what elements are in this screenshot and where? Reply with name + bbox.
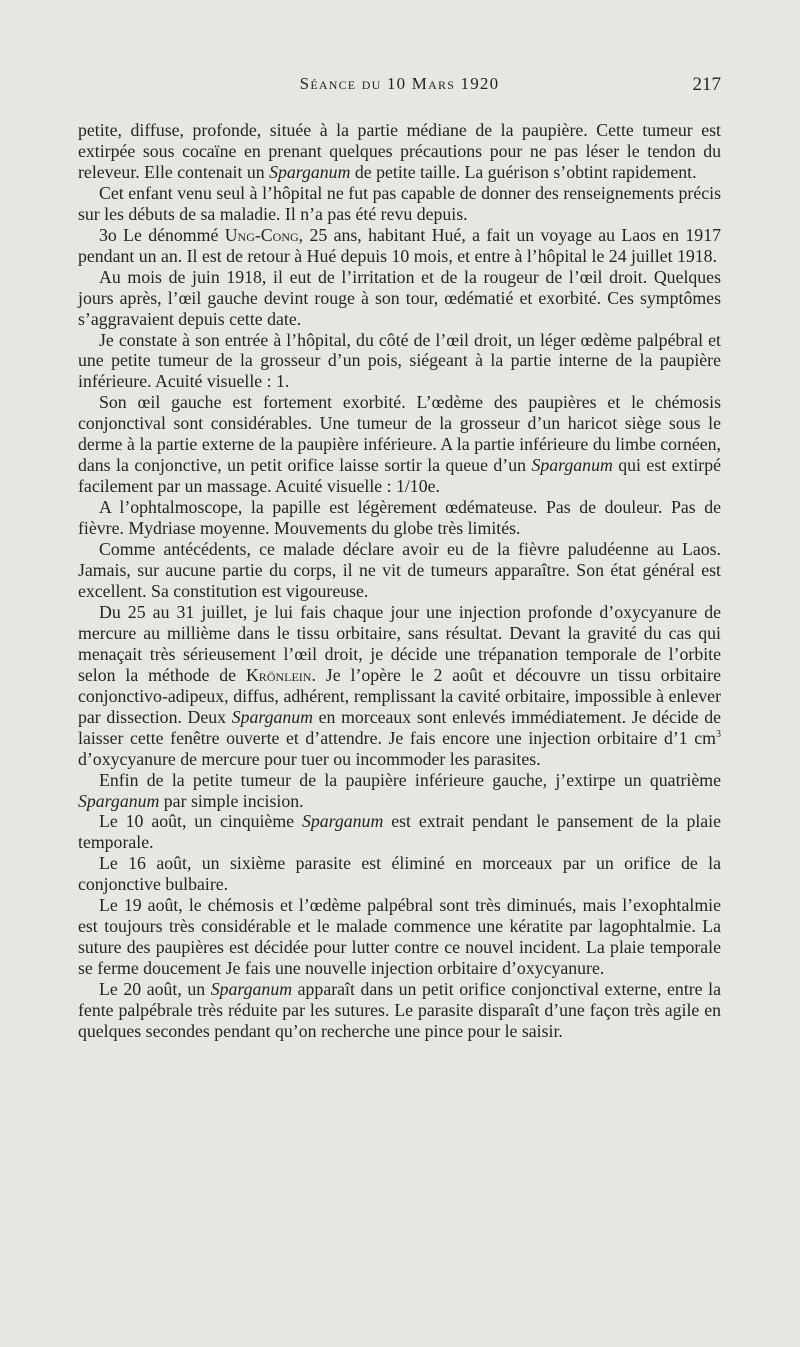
- paragraph: [78, 853, 721, 895]
- text-run: Comme antécédents, ce malade déclare avoir eu de la fièvre paludéenne au Laos. Jamais, sur aucune partie du corps, il ne vit de tumeurs apparaître. Son état général est excellent. Sa constitution est vigoureuse.: [78, 539, 721, 601]
- small-caps-name: Ung-Cong: [224, 224, 299, 245]
- running-title: Séance du 10 Mars 1920: [299, 74, 500, 93]
- text-run: Cet enfant venu seul à l’hôpital ne fut pas capable de donner des renseignements précis sur les débuts de sa maladie. Il n’a pas été revu depuis.: [78, 182, 721, 224]
- text-run: de petite taille. La guérison s’obtint rapidement.: [350, 161, 697, 182]
- text-run: en morceaux sont enlevés immédiatement. Je décide de laisser cette fenêtre ouverte et d’attendre. Je fais encore une injection orbitaire d’1 cm: [78, 706, 721, 748]
- text-run: , 25 ans, habitant Hué, a fait un voyage au Laos en 1917 pendant un an. Il est de retour à Hué depuis 10 mois, et entre à l’hôpital le 24 juillet 1918.: [78, 224, 721, 266]
- text-run: Du 25 au 31 juillet, je lui fais chaque jour une injection profonde d’oxycyanure de mercure au millième dans le tissu orbitaire, sans résultat. Devant la gravité du cas qui menaçait très sérieusement l’œil droit, je décide une trépanation temporale de l’orbite selon la méthode de: [78, 601, 721, 685]
- text-run: est extrait pendant le pansement de la plaie temporale.: [78, 811, 722, 853]
- text-run: Le 10 août, un cinquième: [99, 811, 302, 832]
- paragraph: [78, 183, 721, 225]
- italic-term: Sparganum: [269, 161, 351, 182]
- paragraph: [78, 120, 721, 183]
- running-head: [78, 74, 721, 98]
- text-run: Au mois de juin 1918, il eut de l’irritation et de la rougeur de l’œil droit. Quelques jours après, l’œil gauche devint rouge à son tour, œdématié et exorbité. Ces symptômes s’aggravaient depuis cette date.: [78, 266, 721, 329]
- text-run: A l’ophtalmoscope, la papille est légèrement œdémateuse. Pas de douleur. Pas de fièvre. Mydriase moyenne. Mouvements du globe très limités.: [78, 497, 721, 539]
- superscript: 3: [716, 728, 721, 740]
- text-run: qui est extirpé facilement par un massage. Acuité visuelle : 1/10e.: [78, 455, 721, 497]
- paragraph: [78, 770, 721, 812]
- paragraph: [78, 225, 721, 267]
- paragraph: [78, 539, 721, 602]
- italic-term: Sparganum: [78, 790, 160, 811]
- small-caps-name: Krönlein: [245, 664, 312, 685]
- text-run: Enfin de la petite tumeur de la paupière inférieure gauche, j’extirpe un quatrième: [99, 769, 721, 790]
- paragraph: [78, 497, 721, 539]
- text-run: apparaît dans un petit orifice conjonctival externe, entre la fente palpébrale très réduite par les sutures. Le parasite disparaît d’une façon très agile en quelques secondes pendant qu’on recherche une pince pour le saisir.: [78, 979, 721, 1041]
- text-run: 3o Le dénommé: [99, 224, 225, 245]
- page-number: 217: [692, 74, 721, 95]
- paragraph: [78, 979, 721, 1042]
- paragraph: [78, 267, 721, 330]
- text-run: petite, diffuse, profonde, située à la partie médiane de la paupière. Cette tumeur est extirpée sous cocaïne en prenant quelques précautions pour ne pas léser le tendon du releveur. Elle contenait un: [78, 120, 721, 182]
- text-run: Le 20 août, un: [99, 979, 211, 1000]
- paragraph: [78, 330, 721, 393]
- text-run: d’oxycyanure de mercure pour tuer ou incommoder les parasites.: [78, 748, 541, 769]
- italic-term: Sparganum: [231, 706, 314, 727]
- italic-term: Sparganum: [531, 455, 613, 476]
- body-text: [78, 120, 721, 1042]
- text-run: par simple incision.: [159, 790, 304, 811]
- italic-term: Sparganum: [301, 811, 384, 832]
- text-run: . Je l’opère le 2 août et découvre un tissu orbitaire conjonctivo-adipeux, diffus, adhérent, remplissant la cavité orbitaire, impossible à enlever par dissection. Deux: [78, 664, 721, 727]
- text-run: Je constate à son entrée à l’hôpital, du côté de l’œil droit, un léger œdème palpébral et une petite tumeur de la grosseur d’un pois, siégeant à la partie interne de la paupière inférieure. Acuité visuelle : 1.: [78, 329, 721, 392]
- text-run: Le 16 août, un sixième parasite est éliminé en morceaux par un orifice de la conjonctive bulbaire.: [78, 853, 721, 895]
- paragraph: [78, 895, 721, 979]
- paragraph: [78, 811, 721, 853]
- text-run: Son œil gauche est fortement exorbité. L’œdème des paupières et le chémosis conjonctival sont considérables. Une tumeur de la grosseur d’un haricot siège sous le derme à la partie externe de la paupière inférieure. A la partie inférieure du limbe cornéen, dans la conjonctive, un petit orifice laisse sortir la queue d’un: [78, 392, 721, 476]
- paragraph: [78, 392, 721, 497]
- paragraph: [78, 602, 721, 770]
- text-run: Le 19 août, le chémosis et l’œdème palpébral sont très diminués, mais l’exophtalmie est toujours très considérable et le malade commence une kératite par lagophtalmie. La suture des paupières est décidée pour lutter contre ce nouvel incident. La plaie temporale se ferme doucement Je fais une nouvelle injection orbitaire d’oxycyanure.: [78, 895, 721, 979]
- italic-term: Sparganum: [210, 979, 293, 1000]
